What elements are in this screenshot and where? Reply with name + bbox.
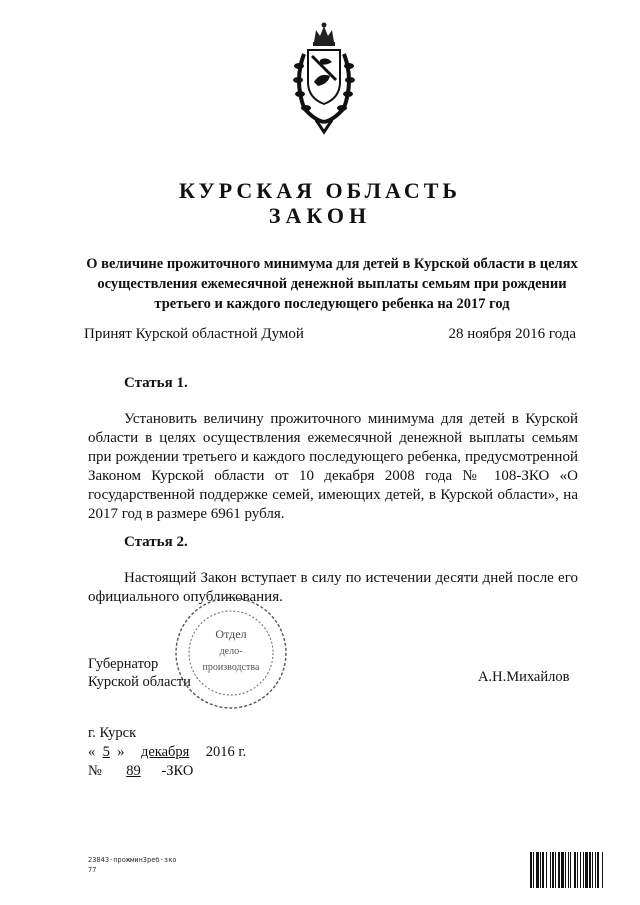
article-2-text: Настоящий Закон вступает в силу по истечении десяти дней после его официального опубликования.	[88, 570, 578, 605]
date-day: 5	[102, 744, 110, 760]
law-title: О величине прожиточного минимума для детей в Курской области в целях осуществления ежемесячной денежной выплаты семьям при рождении третьего и каждого последующего ребенка на 2017 год	[86, 256, 578, 312]
footer-file: 23843-прожмин3реб-зко	[88, 856, 177, 864]
coat-of-arms-emblem	[290, 20, 358, 140]
stamp-line-2: дело-	[219, 646, 243, 657]
number-suffix: -ЗКО	[161, 763, 194, 779]
city: г. Курск	[88, 725, 137, 741]
adopted-date: 28 ноября 2016 года	[448, 326, 576, 342]
signature-title-line-1: Губернатор	[88, 656, 159, 672]
signing-date	[88, 743, 246, 762]
footer-code: 77	[88, 866, 97, 874]
document-type-heading: ЗАКОН	[268, 203, 372, 228]
date-year: 2016 г.	[205, 744, 247, 760]
article-2-heading: Статья 2.	[124, 534, 188, 550]
adopted-by: Принят Курской областной Думой	[84, 326, 304, 342]
place-date-block	[88, 724, 246, 781]
footer-file-reference	[88, 855, 177, 875]
date-month: декабря	[140, 744, 190, 760]
article-1-text: Установить величину прожиточного минимума для детей в Курской области в целях осуществления ежемесячной денежной выплаты семьям при рождении третьего и каждого последующего ребенка, предусмотренной Законом Курской области от 10 декабря 2008 года № 108-ЗКО «О государственной поддержке семей, имеющих детей, в Курской области», на 2017 год в размере 6961 рубля.	[88, 411, 578, 522]
signature-title-line-2: Курской области	[88, 674, 191, 690]
signatory-name: А.Н.Михайлов	[478, 669, 570, 685]
stamp-line-3: производства	[202, 662, 260, 673]
date-open-quote: «	[88, 744, 96, 760]
article-1-heading: Статья 1.	[124, 375, 188, 391]
law-number	[88, 762, 246, 781]
date-close-quote: »	[117, 744, 125, 760]
region-heading: КУРСКАЯ ОБЛАСТЬ	[179, 178, 461, 203]
number-value: 89	[126, 763, 141, 779]
stamp-line-1: Отдел	[215, 627, 247, 641]
barcode	[530, 852, 630, 888]
number-prefix: №	[88, 763, 102, 779]
office-stamp	[172, 594, 290, 712]
